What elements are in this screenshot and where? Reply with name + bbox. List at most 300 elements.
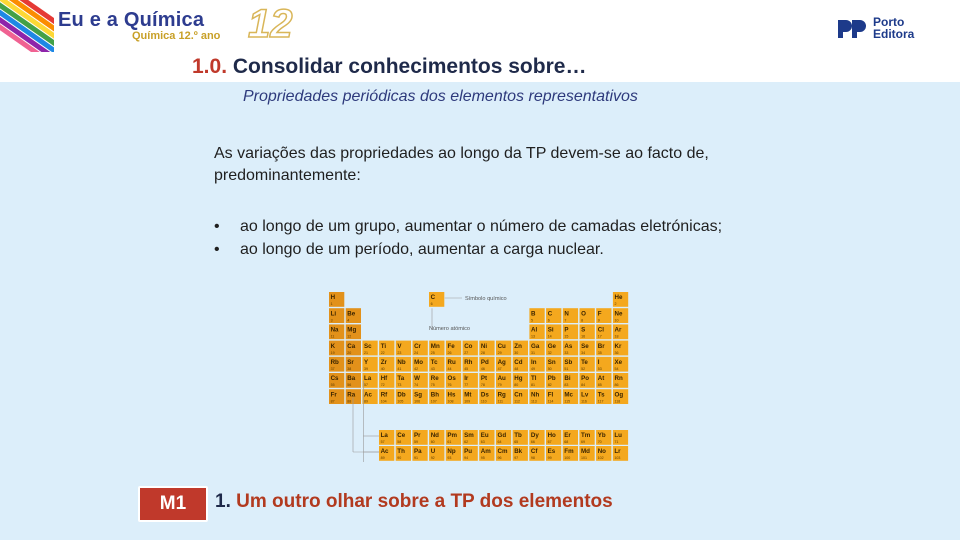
element-number: 51 [564,367,569,371]
element-cell [529,357,544,372]
element-symbol: Ga [531,342,540,350]
element-cell [329,357,344,372]
element-number: 65 [514,440,519,445]
element-number: 19 [330,350,335,355]
element-cell [446,341,461,356]
element-symbol: Cf [530,448,538,456]
element-symbol: U [430,448,436,456]
element-cell [479,373,494,388]
element-cell [429,357,444,372]
element-cell [546,341,561,356]
element-number: 117 [597,399,604,404]
element-symbol: Na [330,326,339,334]
element-symbol: In [531,359,537,366]
element-symbol: As [564,342,573,350]
element-number: 45 [464,367,469,371]
element-number: 67 [547,440,552,445]
element-symbol: Pd [480,359,489,366]
element-cell [329,389,344,404]
element-number: 57 [364,383,368,388]
element-symbol: Nd [430,432,439,440]
element-cell [596,357,611,372]
element-symbol: Ce [397,432,406,440]
element-cell [396,430,411,445]
element-symbol: K [330,342,336,350]
element-cell [413,357,428,372]
element-number: 95 [480,456,485,461]
element-number: 17 [597,334,602,339]
element-symbol: Hs [447,391,456,399]
element-cell [346,389,361,404]
element-number: 84 [581,383,586,388]
element-cell [563,389,578,404]
element-number: 115 [564,399,571,404]
element-number: 23 [397,350,402,355]
element-cell [329,308,344,323]
element-cell [379,446,394,461]
element-number: 92 [430,456,435,461]
element-symbol: Bh [430,391,440,399]
element-number: 38 [347,367,352,371]
element-cell [580,389,595,404]
element-number: 10 [614,318,619,323]
element-symbol: Es [547,448,556,456]
element-symbol: Tm [581,432,591,440]
element-cell [496,446,511,461]
element-number: 1 [330,302,333,307]
element-symbol: Mt [464,391,472,399]
element-cell [429,389,444,404]
element-number: 101 [581,456,587,461]
element-symbol: Am [480,448,491,456]
element-cell [346,324,361,339]
element-number: 87 [330,399,335,404]
element-cell [429,430,444,445]
element-symbol: Dy [530,432,539,440]
element-symbol: Md [581,448,590,456]
element-cell [329,373,344,388]
module-badge: M1 [138,486,208,522]
bullet-marker: • [214,241,220,258]
element-cell [596,324,611,339]
element-number: 86 [614,383,619,388]
element-cell [613,446,628,461]
element-cell [563,373,578,388]
element-number: 26 [447,350,452,355]
element-symbol: Cl [597,326,604,334]
element-number: 96 [497,456,502,461]
element-number: 118 [614,399,621,404]
element-number: 46 [480,367,485,371]
element-symbol: Si [547,326,554,334]
element-symbol: Sr [347,359,354,366]
element-number: 5 [531,318,533,323]
element-number: 48 [514,367,519,371]
element-cell [613,324,628,339]
element-number: 53 [597,367,602,371]
element-cell [513,357,528,372]
element-cell [546,389,561,404]
element-cell [329,292,344,307]
publisher-name [873,16,914,40]
element-number: 88 [347,399,352,404]
element-cell [529,324,544,339]
element-cell [579,430,594,445]
chapter-title-text: Um outro olhar sobre a TP dos elementos [236,491,613,512]
element-symbol: Bk [514,448,523,456]
element-symbol: Er [564,432,571,440]
element-symbol: Lr [614,448,621,456]
element-number: 29 [497,350,502,355]
element-number: 75 [430,383,435,388]
element-number: 81 [531,383,535,388]
element-number: 32 [547,350,552,355]
element-number: 89 [364,399,368,404]
element-number: 83 [564,383,569,388]
element-cell [529,341,544,356]
bullet-text: ao longo de um grupo, aumentar o número de camadas eletrónicas; [240,218,723,235]
element-symbol: Np [447,448,456,456]
element-number: 63 [480,440,485,445]
element-cell [479,389,494,404]
element-symbol: Sn [547,359,556,366]
element-cell [529,373,544,388]
element-symbol: Pu [464,448,473,456]
element-cell [396,389,411,404]
element-cell [396,373,411,388]
periodic-table-image [328,290,630,462]
element-number: 39 [364,367,368,371]
element-symbol: Ta [397,375,405,383]
element-cell [580,341,595,356]
element-symbol: Fm [564,448,574,456]
element-number: 3 [330,318,333,323]
element-cell [613,341,628,356]
element-symbol: O [581,310,586,318]
element-cell [513,341,528,356]
element-symbol: B [531,310,536,318]
list-item [214,238,834,261]
element-symbol: Ba [347,375,356,383]
element-cell [346,341,361,356]
element-number: 107 [430,399,437,404]
element-cell [496,357,511,372]
element-cell [596,308,611,323]
element-cell [529,389,544,404]
legend-symbol-label: Símbolo químico [465,296,507,302]
element-cell [496,373,511,388]
element-symbol: Al [531,326,538,334]
element-symbol: Th [397,448,405,456]
element-number: 42 [414,367,419,371]
element-cell [546,308,561,323]
page-subtitle: Propriedades periódicas dos elementos representativos [243,88,638,105]
element-symbol: He [614,294,623,302]
element-cell [463,341,478,356]
element-cell [429,292,444,307]
element-cell [513,373,528,388]
element-cell [529,446,544,461]
element-number: 15 [564,334,569,339]
element-number: 31 [531,350,535,355]
element-symbol: No [597,448,606,456]
element-cell [513,446,528,461]
bullet-text: ao longo de um período, aumentar a carga nuclear. [240,241,604,258]
element-symbol: Og [614,391,624,399]
element-symbol: Hf [380,375,388,383]
element-number: 35 [597,350,602,355]
element-symbol: N [564,310,569,318]
element-number: 68 [564,440,569,445]
element-cell [546,357,561,372]
element-symbol: Cd [514,359,523,366]
element-cell [329,324,344,339]
element-symbol: Tl [531,375,537,383]
element-symbol: Gd [497,432,507,440]
element-number: 37 [330,367,335,371]
element-number: 99 [547,456,552,461]
element-cell [463,446,478,461]
element-cell [613,292,628,307]
publisher-name-line1: Porto [873,15,905,29]
element-symbol: Nb [397,359,406,366]
element-cell [396,357,411,372]
element-cell [446,446,461,461]
element-symbol: Ir [464,375,469,383]
element-symbol: Ds [480,391,489,399]
element-number: 6 [547,318,550,323]
element-symbol: Be [347,310,356,318]
element-cell [463,373,478,388]
element-number: 73 [397,383,402,388]
element-number: 6 [430,302,433,307]
element-cell [613,389,628,404]
element-number: 56 [347,383,352,388]
element-number: 57 [380,440,385,445]
element-number: 113 [531,399,537,404]
element-number: 69 [581,440,585,445]
element-cell [429,341,444,356]
element-number: 55 [330,383,335,388]
publisher-name-line2: Editora [873,27,915,41]
element-number: 33 [564,350,569,355]
bullet-marker: • [214,218,220,235]
element-symbol: Eu [480,432,489,440]
element-number: 43 [430,367,435,371]
element-cell [546,430,561,445]
element-symbol: Sc [364,342,372,350]
page-title [192,55,586,79]
element-number: 70 [597,440,602,445]
element-number: 21 [364,350,368,355]
element-number: 98 [530,456,535,461]
element-number: 78 [480,383,485,388]
element-symbol: Pa [414,448,422,456]
element-symbol: La [364,375,372,383]
element-number: 77 [464,383,469,388]
element-symbol: Xe [614,359,623,366]
element-number: 82 [547,383,552,388]
element-number: 112 [514,399,521,404]
element-cell [563,308,578,323]
element-symbol: Bi [564,375,571,383]
element-number: 93 [447,456,452,461]
element-cell [463,389,478,404]
element-symbol: Ag [497,359,506,366]
element-number: 7 [564,318,567,323]
legend-number-label: Número atómico [429,326,471,332]
element-symbol: Re [430,375,439,383]
element-cell [463,430,478,445]
element-number: 27 [464,350,469,355]
element-number: 8 [581,318,584,323]
element-number: 114 [547,399,554,404]
element-symbol: Br [597,342,605,350]
element-number: 30 [514,350,519,355]
element-cell [413,389,428,404]
element-cell [563,357,578,372]
element-cell [446,430,461,445]
element-cell [596,389,611,404]
element-cell [396,341,411,356]
chapter-number: 1. [215,491,231,512]
intro-paragraph: As variações das propriedades ao longo da TP devem-se ao facto de, predominantemente: [214,145,709,184]
element-cell [446,357,461,372]
element-symbol: Os [447,375,456,383]
element-cell [580,357,595,372]
element-cell [362,357,377,372]
brand-logo [0,0,300,52]
element-symbol: Yb [597,432,606,440]
element-symbol: Y [364,359,369,366]
element-cell [596,341,611,356]
element-number: 64 [497,440,502,445]
element-number: 80 [514,383,519,388]
element-number: 50 [547,367,552,371]
element-symbol: C [430,294,436,302]
element-symbol: Tb [514,432,522,440]
element-cell [579,446,594,461]
element-cell [529,308,544,323]
element-symbol: Ac [364,391,372,399]
element-cell [379,430,394,445]
element-cell [563,324,578,339]
element-cell [546,446,561,461]
element-symbol: Db [397,391,406,399]
element-number: 14 [547,334,552,339]
element-number: 2 [614,302,617,307]
element-cell [446,389,461,404]
element-symbol: Mo [414,359,424,366]
publisher-logo [836,16,936,44]
element-number: 94 [464,456,469,461]
element-number: 41 [397,367,402,371]
element-symbol: Zr [380,359,387,366]
element-cell [479,341,494,356]
element-cell [513,389,528,404]
element-symbol: Rn [614,375,623,383]
element-symbol: Rb [330,359,339,366]
element-symbol: Ge [547,342,556,350]
chapter-title [215,491,613,513]
element-symbol: Ti [380,342,387,350]
element-cell [613,308,628,323]
element-symbol: La [380,432,388,440]
element-symbol: Rg [497,391,506,399]
element-cell [563,430,578,445]
element-number: 60 [430,440,435,445]
element-number: 71 [614,440,619,445]
element-number: 105 [397,399,404,404]
element-symbol: W [414,375,420,383]
brand-title-part1: Eu e a [58,9,124,31]
element-number: 58 [397,440,402,445]
element-symbol: Ac [380,448,389,456]
element-symbol: Zn [514,342,522,350]
element-cell [596,446,611,461]
element-number: 9 [597,318,600,323]
element-cell [546,324,561,339]
element-symbol: Rf [380,391,388,399]
element-cell [379,357,394,372]
element-number: 62 [464,440,469,445]
element-number: 49 [531,367,535,371]
element-number: 85 [597,383,602,388]
element-symbol: Ar [614,326,622,334]
element-number: 90 [397,456,402,461]
bullet-list [214,215,834,261]
element-number: 72 [380,383,385,388]
element-number: 61 [447,440,452,445]
element-number: 4 [347,318,350,323]
section-title: Consolidar conhecimentos sobre… [232,55,587,78]
element-cell [580,324,595,339]
element-number: 36 [614,350,619,355]
colored-pencils-logo-icon [0,0,54,52]
element-number: 11 [330,334,335,339]
element-symbol: Co [464,342,473,350]
element-symbol: Hg [514,375,523,383]
list-item [214,215,834,238]
element-number: 104 [380,399,387,404]
element-symbol: Li [330,310,337,318]
element-symbol: Ni [480,342,488,350]
element-cell [412,446,427,461]
element-number: 52 [581,367,586,371]
element-cell [496,341,511,356]
element-cell [479,446,494,461]
element-cell [346,308,361,323]
element-cell [580,308,595,323]
element-cell [613,430,628,445]
section-number: 1.0. [192,55,228,78]
element-number: 59 [414,440,418,445]
element-number: 22 [380,350,385,355]
element-number: 102 [597,456,604,461]
element-cell [429,446,444,461]
element-symbol: P [564,326,569,334]
element-symbol: Te [581,359,588,366]
element-number: 79 [497,383,502,388]
element-cell [563,446,578,461]
element-cell [396,446,411,461]
element-number: 100 [564,456,571,461]
element-cell [429,373,444,388]
element-symbol: Cr [414,342,421,350]
element-number: 12 [347,334,352,339]
element-number: 24 [414,350,419,355]
element-number: 111 [497,399,504,404]
